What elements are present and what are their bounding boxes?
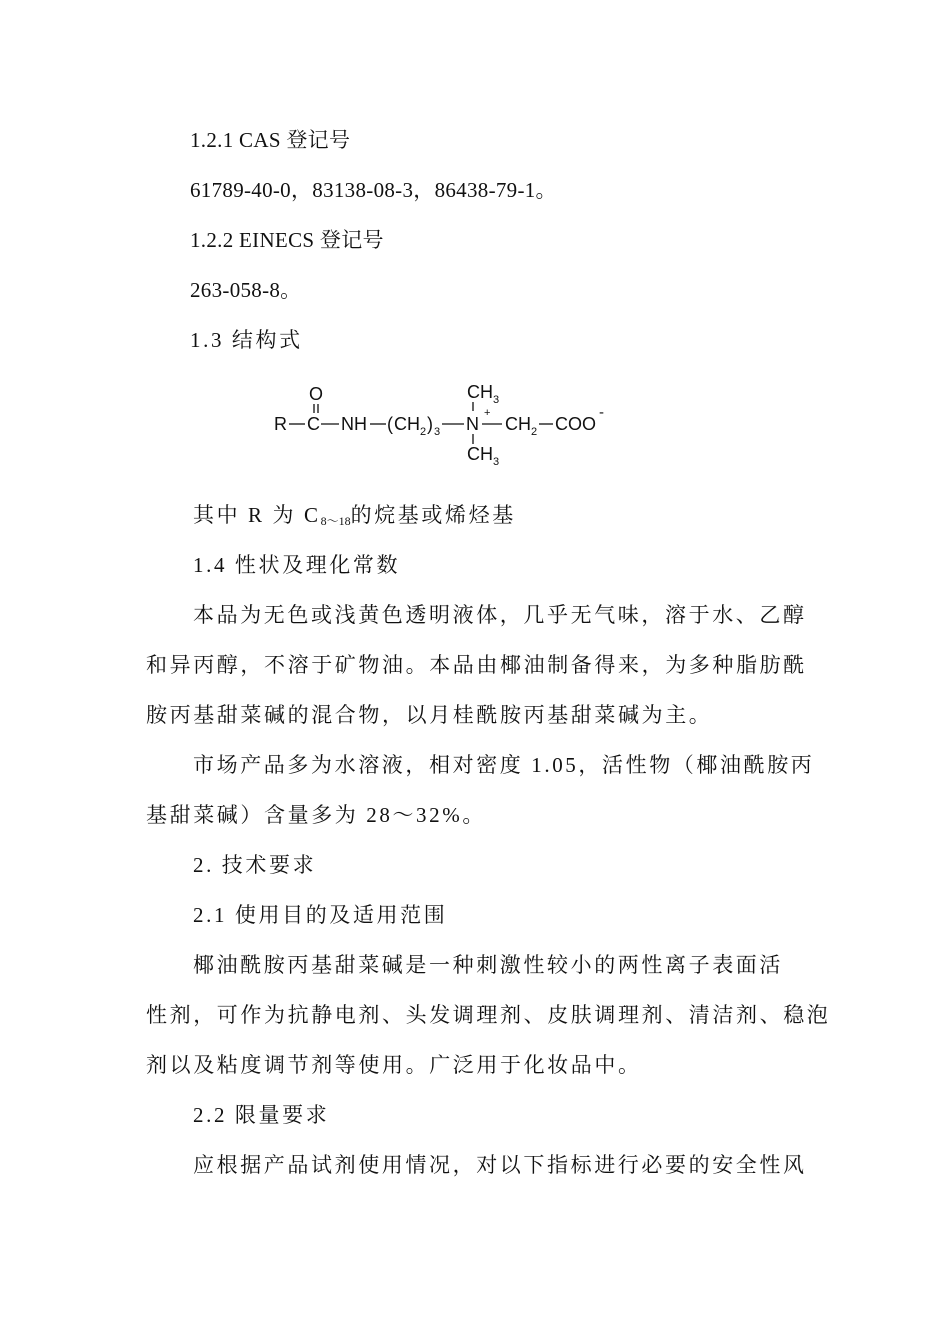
formula-top-sub-3: 3 [493, 394, 500, 406]
formula-top-ch: CH [467, 382, 493, 402]
usage-line-3: 剂以及粘度调节剂等使用。广泛用于化妆品中。 [146, 1053, 642, 1077]
usage-line-1: 椰油酰胺丙基甜菜碱是一种刺激性较小的两性离子表面活 [193, 953, 783, 977]
formula-right-ch: CH [505, 414, 531, 434]
prop-paragraph-2-line-2: 基甜菜碱）含量多为 28～32%。 [146, 803, 486, 827]
properties-heading: 1.4 性状及理化常数 [193, 553, 401, 577]
prop-paragraph-1-line-3: 胺丙基甜菜碱的混合物，以月桂酰胺丙基甜菜碱为主。 [146, 703, 713, 727]
formula-open-paren: ( [387, 414, 393, 434]
structural-formula [260, 378, 620, 474]
formula-carbonyl-o: O [309, 384, 324, 404]
formula-plus: + [484, 407, 491, 419]
formula-nh: NH [341, 414, 367, 434]
cas-heading: 1.2.1 CAS 登记号 [190, 128, 351, 152]
formula-close-paren: ) [427, 414, 433, 434]
tech-heading: 2. 技术要求 [193, 853, 317, 877]
formula-carbonyl-c: C [307, 414, 320, 434]
limits-line-1: 应根据产品试剂使用情况，对以下指标进行必要的安全性风 [193, 1153, 807, 1177]
formula-right-sub-2: 2 [531, 426, 538, 438]
r-note-subscript: 8～18 [320, 514, 351, 528]
einecs-number: 263-058-8。 [190, 278, 302, 302]
usage-heading: 2.1 使用目的及适用范围 [193, 903, 448, 927]
formula-n: N [466, 414, 479, 434]
cas-numbers: 61789-40-0，83138-08-3，86438-79-1。 [190, 178, 557, 202]
formula-r: R [274, 414, 287, 434]
limits-heading: 2.2 限量要求 [193, 1103, 330, 1127]
formula-bottom-ch: CH [467, 444, 493, 464]
prop-paragraph-1-line-1: 本品为无色或浅黄色透明液体，几乎无气味，溶于水、乙醇 [193, 603, 807, 627]
formula-chain-sub-2: 2 [420, 426, 427, 438]
structure-heading: 1.3 结构式 [190, 328, 303, 352]
formula-bottom-sub-3: 3 [493, 456, 500, 468]
formula-chain-sub-3: 3 [434, 426, 441, 438]
r-group-note [193, 505, 516, 527]
formula-minus: - [599, 404, 604, 421]
r-note-pre: 其中 R 为 C [193, 503, 321, 527]
r-note-post: 的烷基或烯烃基 [350, 503, 516, 527]
usage-line-2: 性剂，可作为抗静电剂、头发调理剂、皮肤调理剂、清洁剂、稳泡 [146, 1003, 831, 1027]
formula-coo: COO [555, 414, 597, 434]
prop-paragraph-2-line-1: 市场产品多为水溶液，相对密度 1.05，活性物（椰油酰胺丙 [193, 753, 815, 777]
formula-chain-ch: CH [394, 414, 420, 434]
prop-paragraph-1-line-2: 和异丙醇，不溶于矿物油。本品由椰油制备得来，为多种脂肪酰 [146, 653, 807, 677]
einecs-heading: 1.2.2 EINECS 登记号 [190, 228, 384, 252]
